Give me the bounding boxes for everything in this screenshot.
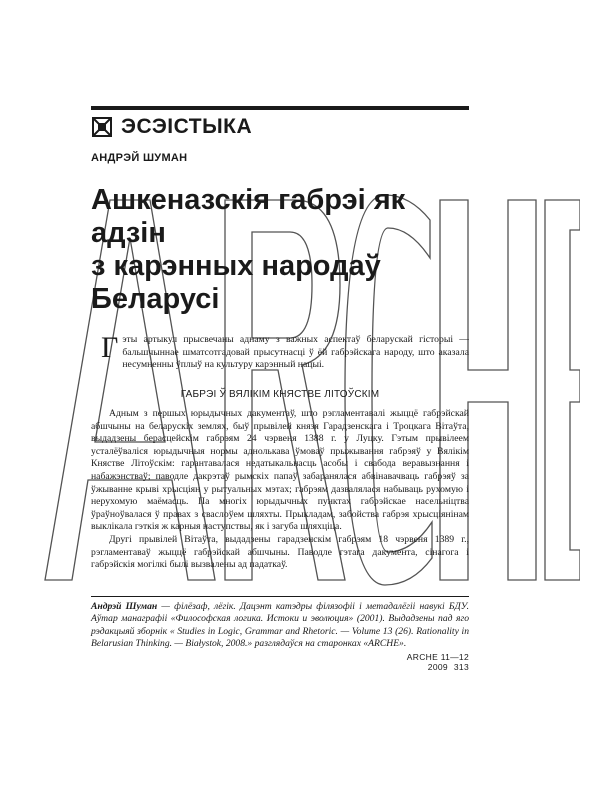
page-footer [360, 652, 469, 672]
square-ornament-icon [91, 116, 113, 138]
journal-issue: ARCHE 11—12 2009 [406, 652, 469, 672]
section-subheading: ГАБРЭІ Ў ВЯЛІКІМ КНЯСТВЕ ЛІТОЎСКІМ [180, 389, 380, 400]
bio-author-name: Андрэй Шуман [91, 601, 158, 612]
page-number: 313 [453, 662, 469, 672]
lead-text: эты артыкул прысвечаны аднаму з важных аспектаў беларускай гісторыі — бальшчыннае шматсотгадовай прысутнасці ў ёй габрэйскага народу, што аказала несумненны ўплыў на культуру карэнный нацыі. [122, 334, 469, 371]
drop-cap: Г [101, 331, 119, 364]
watermark-letter-e [545, 200, 580, 580]
lead-paragraph [91, 331, 469, 372]
section-header [91, 112, 252, 142]
article-title [91, 184, 481, 316]
title-line: Беларусі [91, 283, 220, 315]
body-paragraph: Адным з першых юрыдычных дакументаў, што рэгламентавалі жыццё габрэйскай абшчыны на беларускіх землях, быў прывілей князя Гарадзенскага і Троцкага Вітаўта, выдадзены берасцейскім габрэям 24 чэрвеня 1388 г. у Луцку. Гэтым прывілеем усталёўваліся юрыдычныя нормы аднолькава ўмоваў прыжывання габрэяў у Вялікім Княстве Літоўскім: гарантавалася недатыкальнасць асобы і свабода веравызнання і набажэнстваў; паводле дакрэтаў рымскіх папаў забаранялася абвінавачваць габрэяў за ўжыванне крыві хрысціян у рытуальных мэтах; габрэям дазвалялася набываць рухомую і нерухомую маёмасць. Па многіх юрыдычных пунктах габрэйскае насельніцтва ўраўноўвалася ў правах з сваслоўем шляхты. Прыкладам, забойства габрэя хрысціянінам выклікала гэткія ж карныя наступствы, як і загуба шляхціца. [91, 408, 469, 533]
article-body [91, 408, 469, 572]
author-bio [91, 601, 469, 651]
section-title: ЭСЭІСТЫКА [121, 115, 253, 138]
section-rule [91, 106, 469, 110]
title-line: Ашкеназскія габрэі як адзін [91, 184, 406, 249]
title-line: з карэнных народаў [91, 250, 381, 282]
author-name: АНДРЭЙ ШУМАН [91, 152, 188, 164]
bio-divider [91, 596, 469, 597]
bio-text: — філёзаф, лёгік. Дацэнт катэдры філязофіі і метадалёгіі навукі БДУ. Аўтар манаграфіі «Философская логика. Истоки и эволюция» (2001). Выдадзены пад яго рэдакцыяй зборнік « Studies in Logic, Grammar and Rhetoric. — Volume 13 (26). Rationality in Belarusian Thinking. — Białystok, 2008.» разглядаўся на старонках «ARCHE». [91, 601, 470, 650]
body-paragraph: Другі прывілей Вітаўта, выдадзены гарадзенскім габрэям 18 чэрвеня 1389 г., рэгламентаваў жыццё габрэйскай абшчыны. Паводле гэтага дакумента, сінагога і габрэйскія могілкі былі вызвалены ад падаткаў. [91, 533, 469, 571]
